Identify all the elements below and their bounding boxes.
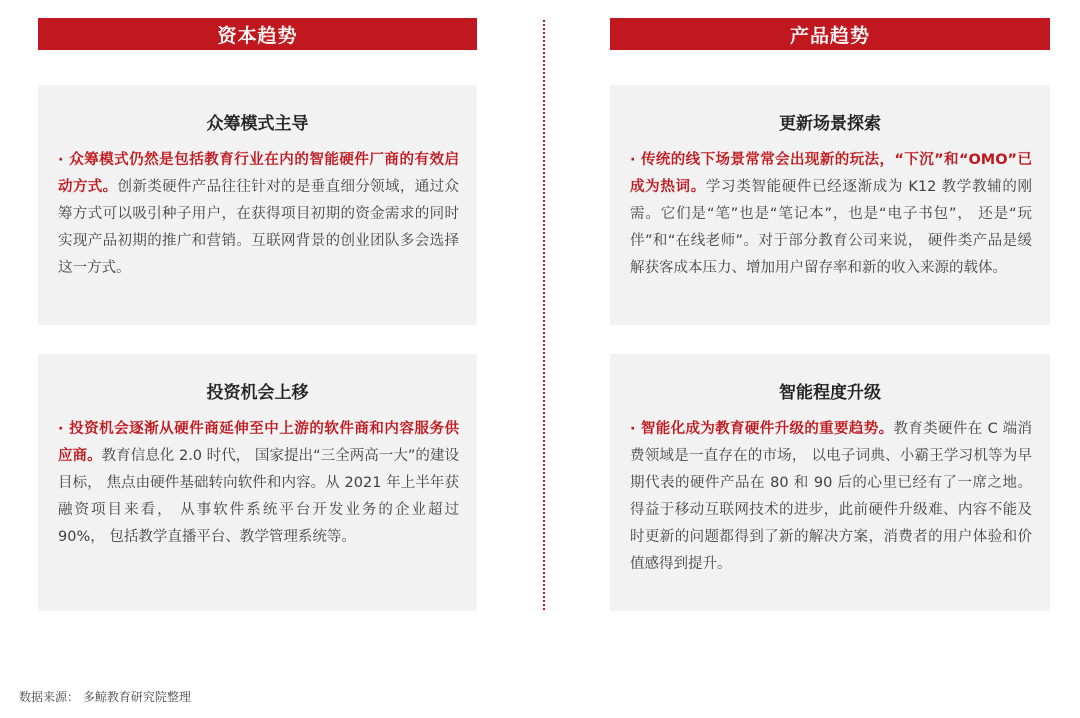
card-investment-shift — [38, 354, 477, 611]
data-source-note: 数据来源： 多鲸教育研究院整理 — [19, 690, 191, 704]
card-text: 学习类智能硬件已经逐渐成为 K12 教学教辅的刚需。它们是“笔”也是“笔记本”，也是“电子书包”， 还是“玩伴”和“在线老师”。对于部分教育公司来说， 硬件类产品是缓解获客成本压力、增加用户留存率和新的收入来源的载体。 — [630, 179, 1033, 276]
card-highlight: 投资机会逐渐从硬件商延伸至中上游的软件商和内容服务供应商。 — [58, 421, 459, 464]
card-title: 投资机会上移 — [206, 383, 309, 403]
card-highlight: 传统的线下场景常常会出现新的玩法，“下沉”和“OMO”已成为热词。 — [630, 152, 1032, 195]
bullet: · — [630, 152, 641, 168]
bullet: · — [58, 421, 70, 437]
card-highlight: 智能化成为教育硬件升级的重要趋势。 — [640, 421, 894, 437]
bullet: · — [630, 421, 641, 437]
card-crowdfunding — [38, 85, 477, 325]
card-title: 众筹模式主导 — [206, 114, 309, 134]
product-trend-header: 产品趋势 — [610, 18, 1050, 50]
card-title: 智能程度升级 — [779, 383, 881, 403]
bullet: · — [58, 152, 70, 168]
card-intelligence-upgrade — [610, 354, 1050, 611]
card-body — [630, 147, 1032, 282]
card-body — [58, 147, 459, 282]
capital-trend-header: 资本趋势 — [38, 18, 477, 50]
card-text: 创新类硬件产品往往针对的是垂直细分领域，通过众筹方式可以吸引种子用户，在获得项目初期的资金需求的同时实现产品初期的推广和营销。互联网背景的创业团队多会选择这一方式。 — [58, 179, 460, 276]
card-title: 更新场景探索 — [779, 114, 881, 134]
column-divider — [543, 20, 545, 610]
card-text: 教育信息化 2.0 时代， 国家提出“三全两高一大”的建设目标， 焦点由硬件基础转向软件和内容。从 2021 年上半年获融资项目来看， 从事软件系统平台开发业务的企业超过 90%， 包括教学直播平台、教学管理系统等。 — [58, 448, 459, 545]
card-text: 教育类硬件在 C 端消费领域是一直存在的市场， 以电子词典、小霸王学习机等为早期代表的硬件产品在 80 和 90 后的心里已经有了一席之地。得益于移动互联网技术的进步，此前硬件升级难、内容不能及时更新的问题都得到了新的解决方案，消费者的用户体验和价值感得到提升。 — [630, 421, 1033, 572]
card-scene-exploration — [610, 85, 1050, 325]
card-body — [58, 416, 459, 551]
card-highlight: 众筹模式仍然是包括教育行业在内的智能硬件厂商的有效启动方式。 — [58, 152, 459, 195]
card-body — [630, 416, 1032, 578]
